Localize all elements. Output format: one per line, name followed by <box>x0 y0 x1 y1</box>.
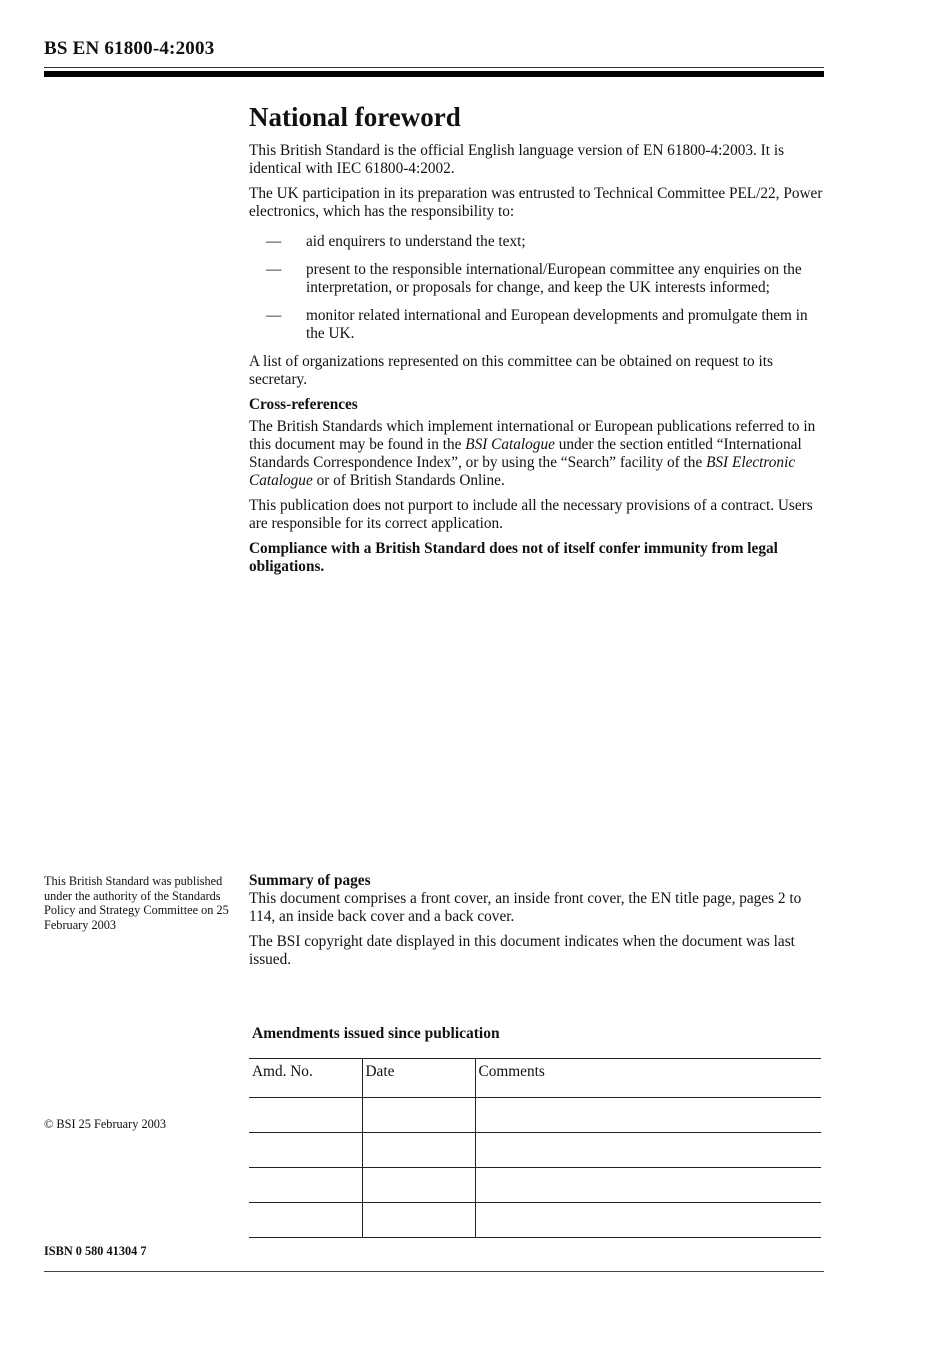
list-item <box>249 261 827 297</box>
document-id: BS EN 61800-4:2003 <box>44 38 215 59</box>
crossref-text: The British Standards which implement international or European publications referred to in this document may be found in the <box>249 418 816 453</box>
foreword-section <box>249 100 827 583</box>
table-header-row <box>249 1059 821 1098</box>
publication-authority-note: This British Standard was published under the authority of the Standards Policy and Strategy Committee on 25 February 2003 <box>44 874 229 933</box>
table-cell <box>362 1203 475 1238</box>
summary-paragraph: This document comprises a front cover, an inside front cover, the EN title page, pages 2 to 114, an inside back cover and a back cover. <box>249 890 802 925</box>
table-cell <box>362 1098 475 1133</box>
table-row <box>249 1168 821 1203</box>
column-header-date: Date <box>362 1059 475 1098</box>
responsibility-list <box>249 233 827 343</box>
cross-references-heading: Cross-references <box>249 396 358 413</box>
list-item <box>249 233 827 251</box>
summary-heading: Summary of pages <box>249 872 371 889</box>
table-cell <box>475 1133 821 1168</box>
list-item-text: present to the responsible international/European committee any enquiries on the interpretation, or proposals for change, and keep the UK interests informed; <box>306 261 802 296</box>
table-cell <box>475 1098 821 1133</box>
page-title: National foreword <box>249 102 461 132</box>
copyright-date-paragraph: The BSI copyright date displayed in this document indicates when the document was last issued. <box>249 933 795 968</box>
table-cell <box>475 1168 821 1203</box>
column-header-comments: Comments <box>475 1059 821 1098</box>
crossref-text: or of British Standards Online. <box>312 472 505 489</box>
dash-bullet: — <box>266 307 282 324</box>
bsi-electronic-catalogue-title: BSI Electronic Catalogue <box>249 454 796 489</box>
list-item-text: monitor related international and European developments and promulgate them in the UK. <box>306 307 808 342</box>
bsi-catalogue-title: BSI Catalogue <box>465 436 555 453</box>
table-row <box>249 1203 821 1238</box>
participation-paragraph: The UK participation in its preparation was entrusted to Technical Committee PEL/22, Power electronics, which has the responsibility to: <box>249 185 823 220</box>
table-cell <box>249 1133 362 1168</box>
intro-paragraph: This British Standard is the official English language version of EN 61800-4:2003. It is identical with IEC 61800-4:2002. <box>249 142 785 177</box>
crossref-text: under the section entitled “International Standards Correspondence Index”, or by using the “Search” facility of the <box>249 436 802 471</box>
dash-bullet: — <box>266 233 282 250</box>
column-header-amd-no: Amd. No. <box>249 1059 362 1098</box>
dash-bullet: — <box>266 261 282 278</box>
compliance-statement: Compliance with a British Standard does not of itself confer immunity from legal obligations. <box>249 540 778 575</box>
table-cell <box>249 1203 362 1238</box>
amendments-table <box>249 1058 821 1238</box>
list-item <box>249 307 827 343</box>
table-cell <box>475 1203 821 1238</box>
table-row <box>249 1133 821 1168</box>
table-cell <box>362 1133 475 1168</box>
organizations-paragraph: A list of organizations represented on this committee can be obtained on request to its secretary. <box>249 353 773 388</box>
cross-references-paragraph <box>249 418 827 490</box>
header-rule-thick <box>44 71 824 77</box>
summary-of-pages <box>249 872 829 976</box>
provisions-paragraph: This publication does not purport to include all the necessary provisions of a contract. Users are responsible for its correct application. <box>249 497 813 532</box>
amendments-title: Amendments issued since publication <box>252 1025 500 1042</box>
isbn: ISBN 0 580 41304 7 <box>44 1244 147 1258</box>
table-cell <box>249 1168 362 1203</box>
list-item-text: aid enquirers to understand the text; <box>306 233 526 250</box>
table-cell <box>249 1098 362 1133</box>
table-row <box>249 1098 821 1133</box>
copyright-notice: © BSI 25 February 2003 <box>44 1117 167 1131</box>
header-rule-thin <box>44 67 824 68</box>
footer-rule <box>44 1271 824 1272</box>
table-cell <box>362 1168 475 1203</box>
